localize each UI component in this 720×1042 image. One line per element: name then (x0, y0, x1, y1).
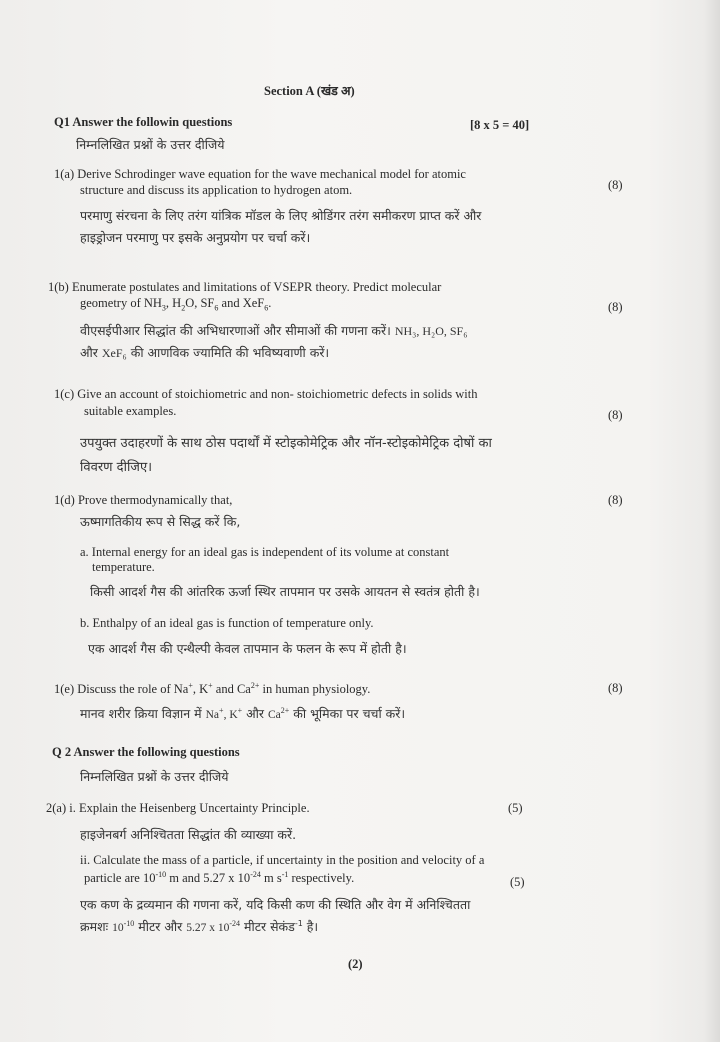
q1d-a-text-line2: temperature. (92, 560, 155, 574)
q1c-hindi-line1: उपयुक्त उदाहरणों के साथ ठोस पदार्थों में स्टोइकोमेट्रिक और नॉन-स्टोइकोमेट्रिक दोषों का (80, 436, 492, 451)
q1a-hindi-line2: हाइड्रोजन परमाणु पर इसके अनुप्रयोग पर चर्चा करें। (80, 230, 311, 245)
page-edge-shadow (704, 0, 720, 1042)
q2a-ii-text: ii. Calculate the mass of a particle, if uncertainty in the position and velocity of a (80, 853, 485, 867)
q1b-marks: (8) (608, 300, 623, 314)
q1d-b-text: b. Enthalpy of an ideal gas is function of temperature only. (80, 616, 374, 630)
q1a-text-line2: structure and discuss its application to hydrogen atom. (80, 183, 353, 197)
q1b-hindi-line2: और XeF₆ की आणविक ज्यामिति की भविष्यवाणी करें। (80, 345, 330, 360)
section-title: Section A (खंड अ) (264, 84, 355, 98)
q1-marks-scheme: [8 x 5 = 40] (470, 118, 530, 132)
q2-heading-hindi: निम्नलिखित प्रश्नों के उत्तर दीजिये (80, 769, 229, 784)
q1c-text-line2: suitable examples. (84, 404, 177, 418)
q1c-text: 1(c) Give an account of stoichiometric and non- stoichiometric defects in solids with (54, 387, 478, 401)
q1b-text: 1(b) Enumerate postulates and limitations of VSEPR theory. Predict molecular (48, 280, 442, 294)
q2a-ii-hindi-line2: क्रमशः $10^{-10}$ मीटर और 5.27 x $10^{-24}$ मीटर सेकंड$^{-1}$ है। (80, 918, 319, 934)
q2a-i-marks: (5) (508, 801, 523, 815)
q1d-marks: (8) (608, 493, 623, 507)
q1c-hindi-line2: विवरण दीजिए। (80, 460, 153, 475)
q1a-hindi-line1: परमाणु संरचना के लिए तरंग यांत्रिक मॉडल के लिए श्रोडिंगर तरंग समीकरण प्राप्त करें और (80, 208, 482, 223)
q2a-i-hindi: हाइजेनबर्ग अनिश्चितता सिद्धांत की व्याख्या करें. (80, 827, 297, 842)
q2a-i-text: 2(a) i. Explain the Heisenberg Uncertainty Principle. (46, 801, 310, 815)
q1c-marks: (8) (608, 408, 623, 422)
q1d-hindi: ऊष्मागतिकीय रूप से सिद्ध करें कि, (80, 514, 241, 529)
q1b-hindi-line1: वीएसईपीआर सिद्धांत की अभिधारणाओं और सीमाओं की गणना करें। NH₃, H₂O, SF₆ (80, 323, 468, 338)
q1e-hindi: मानव शरीर क्रिया विज्ञान में Na+, K+ और $Ca^{2+}$ की भूमिका पर चर्चा करें। (80, 706, 406, 721)
q1-heading: Q1 Answer the followin questions (54, 115, 233, 129)
page-number: (2) (348, 957, 363, 971)
q2-heading: Q 2 Answer the following questions (52, 745, 240, 759)
q1e-text: 1(e) Discuss the role of Na+, K+ and $Ca^{2+}$ in human physiology. (54, 681, 371, 697)
q1d-b-hindi: एक आदर्श गैस की एन्थैल्पी केवल तापमान के फलन के रूप में होती है। (88, 641, 407, 656)
q1d-a-text: a. Internal energy for an ideal gas is independent of its volume at constant (80, 545, 450, 559)
q1-heading-hindi: निम्नलिखित प्रश्नों के उत्तर दीजिये (76, 137, 225, 152)
q2a-ii-text-line2: particle are $10^{-10}$ m and 5.27 x $10^{-24}$ m $s^{-1}$ respectively. (84, 870, 355, 886)
q2a-ii-hindi-line1: एक कण के द्रव्यमान की गणना करें, यदि किसी कण की स्थिति और वेग में अनिश्चितता (80, 897, 471, 912)
q1a-marks: (8) (608, 178, 623, 192)
q1d-a-hindi: किसी आदर्श गैस की आंतरिक ऊर्जा स्थिर तापमान पर उसके आयतन से स्वतंत्र होती है। (90, 584, 480, 599)
q2a-ii-marks: (5) (510, 875, 525, 889)
q1e-marks: (8) (608, 681, 623, 695)
q1d-text: 1(d) Prove thermodynamically that, (54, 493, 233, 507)
q1a-text: 1(a) Derive Schrodinger wave equation for the wave mechanical model for atomic (54, 167, 466, 181)
q1b-text-line2: geometry of $NH_3$, $H_2O$, $SF_6$ and XeF$_6$. (80, 296, 272, 313)
